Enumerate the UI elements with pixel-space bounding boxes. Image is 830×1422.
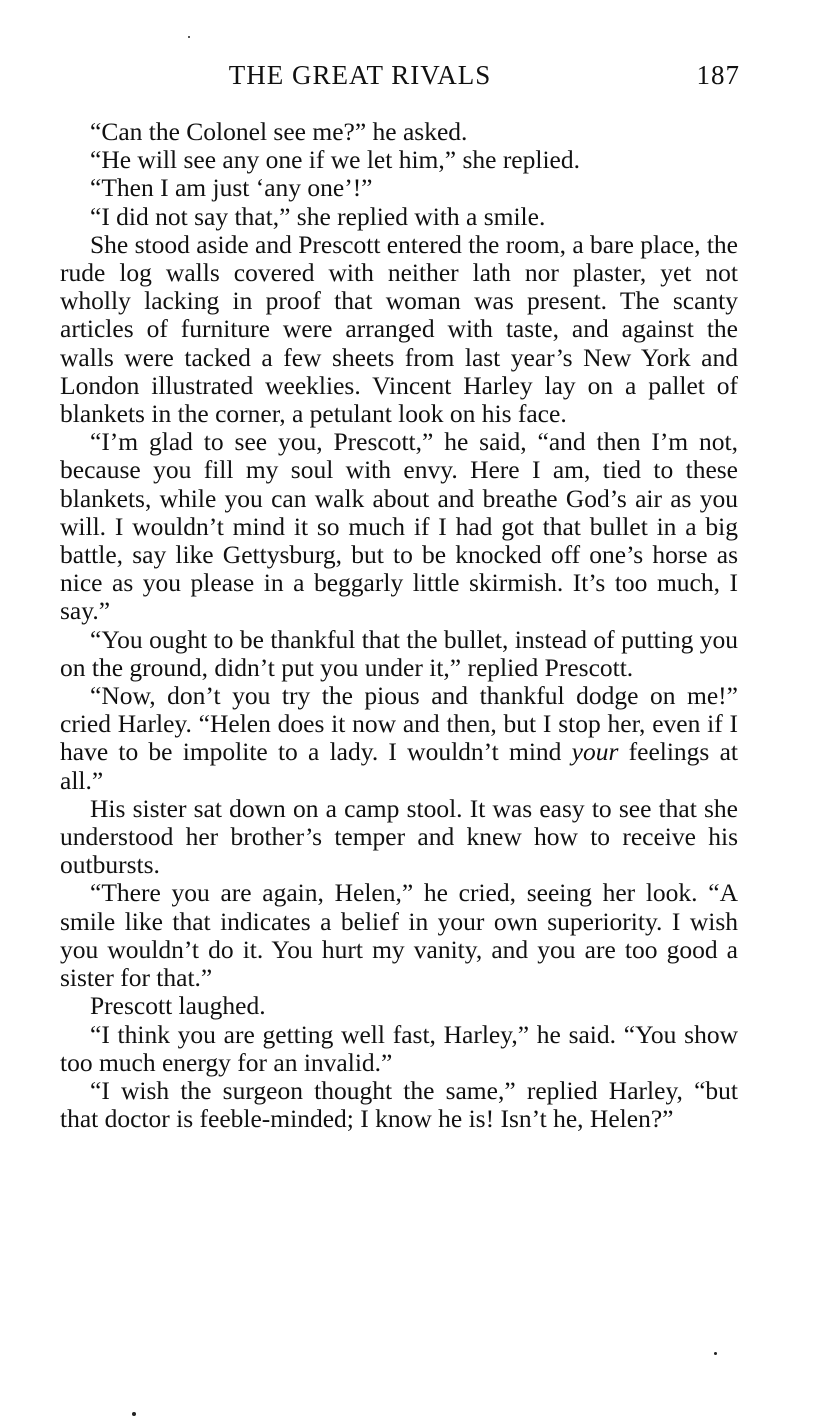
ink-speck <box>188 36 190 38</box>
paragraph-8 <box>60 682 738 795</box>
paragraph-1: “Can the Colonel see me?” he asked. <box>90 117 468 146</box>
paragraph-8-before: “Now, don’t you try the pious and thankful dodge on me!” cried Harley. “Helen does it now and then, but I stop her, even if I have to be impolite to a lady. I wouldn’t mind <box>60 681 738 767</box>
paragraph-13: “I wish the surgeon thought the same,” replied Harley, “but that doctor is feeble-minded; I know he is! Isn’t he, Helen?” <box>60 1075 738 1134</box>
ink-speck <box>714 1352 717 1355</box>
page-number: 187 <box>696 60 740 90</box>
paragraph-8-after: feelings at all.” <box>60 737 738 795</box>
paragraph-6: “I’m glad to see you, Prescott,” he said, “and then I’m not, because you fill my soul with envy. Here I am, tied to these blankets, while you can walk about and breathe God’s air as you will. I wouldn’t mind it so much if I had got that bullet in a big battle, say like Gettysburg, but to be knocked off one’s horse as nice as you please in a beggarly little skirmish. It’s too much, I say.” <box>60 427 738 626</box>
paragraph-2: “He will see any one if we let him,” she replied. <box>90 145 580 175</box>
running-title: THE GREAT RIVALS <box>228 60 492 90</box>
ink-speck <box>132 1412 136 1416</box>
paragraph-4: “I did not say that,” she replied with a smile. <box>90 201 546 231</box>
paragraph-9: His sister sat down on a camp stool. It was easy to see that she understood her brother’s temper and knew how to receive his outbursts. <box>60 793 738 880</box>
paragraph-5: She stood aside and Prescott entered the room, a bare place, the rude log walls covered with neither lath nor plaster, yet not wholly lacking in proof that woman was present. The scanty articles of furniture were arranged with taste, and against the walls were tacked a few sheets from last year’s New York and London illustrated weeklies. Vincent Harley lay on a pallet of blankets in the corner, a petulant look on his face. <box>60 229 738 429</box>
paragraph-3: “Then I am just ‘any one’!” <box>90 173 373 203</box>
paragraph-10: “There you are again, Helen,” he cried, seeing her look. “A smile like that indicates a belief in your own superiority. I wish you wouldn’t do it. You hurt my vanity, and you are too good a sister for that.” <box>60 878 738 993</box>
paragraph-12: “I think you are getting well fast, Harley,” he said. “You show too much energy for an invalid.” <box>60 1019 738 1077</box>
paragraph-8-emphasis: your <box>571 737 619 767</box>
running-head <box>60 60 740 96</box>
body-text <box>60 118 738 1133</box>
paragraph-7: “You ought to be thankful that the bullet, instead of putting you on the ground, didn’t put you under it,” replied Prescott. <box>60 624 738 682</box>
paragraph-11: Prescott laughed. <box>90 991 266 1021</box>
